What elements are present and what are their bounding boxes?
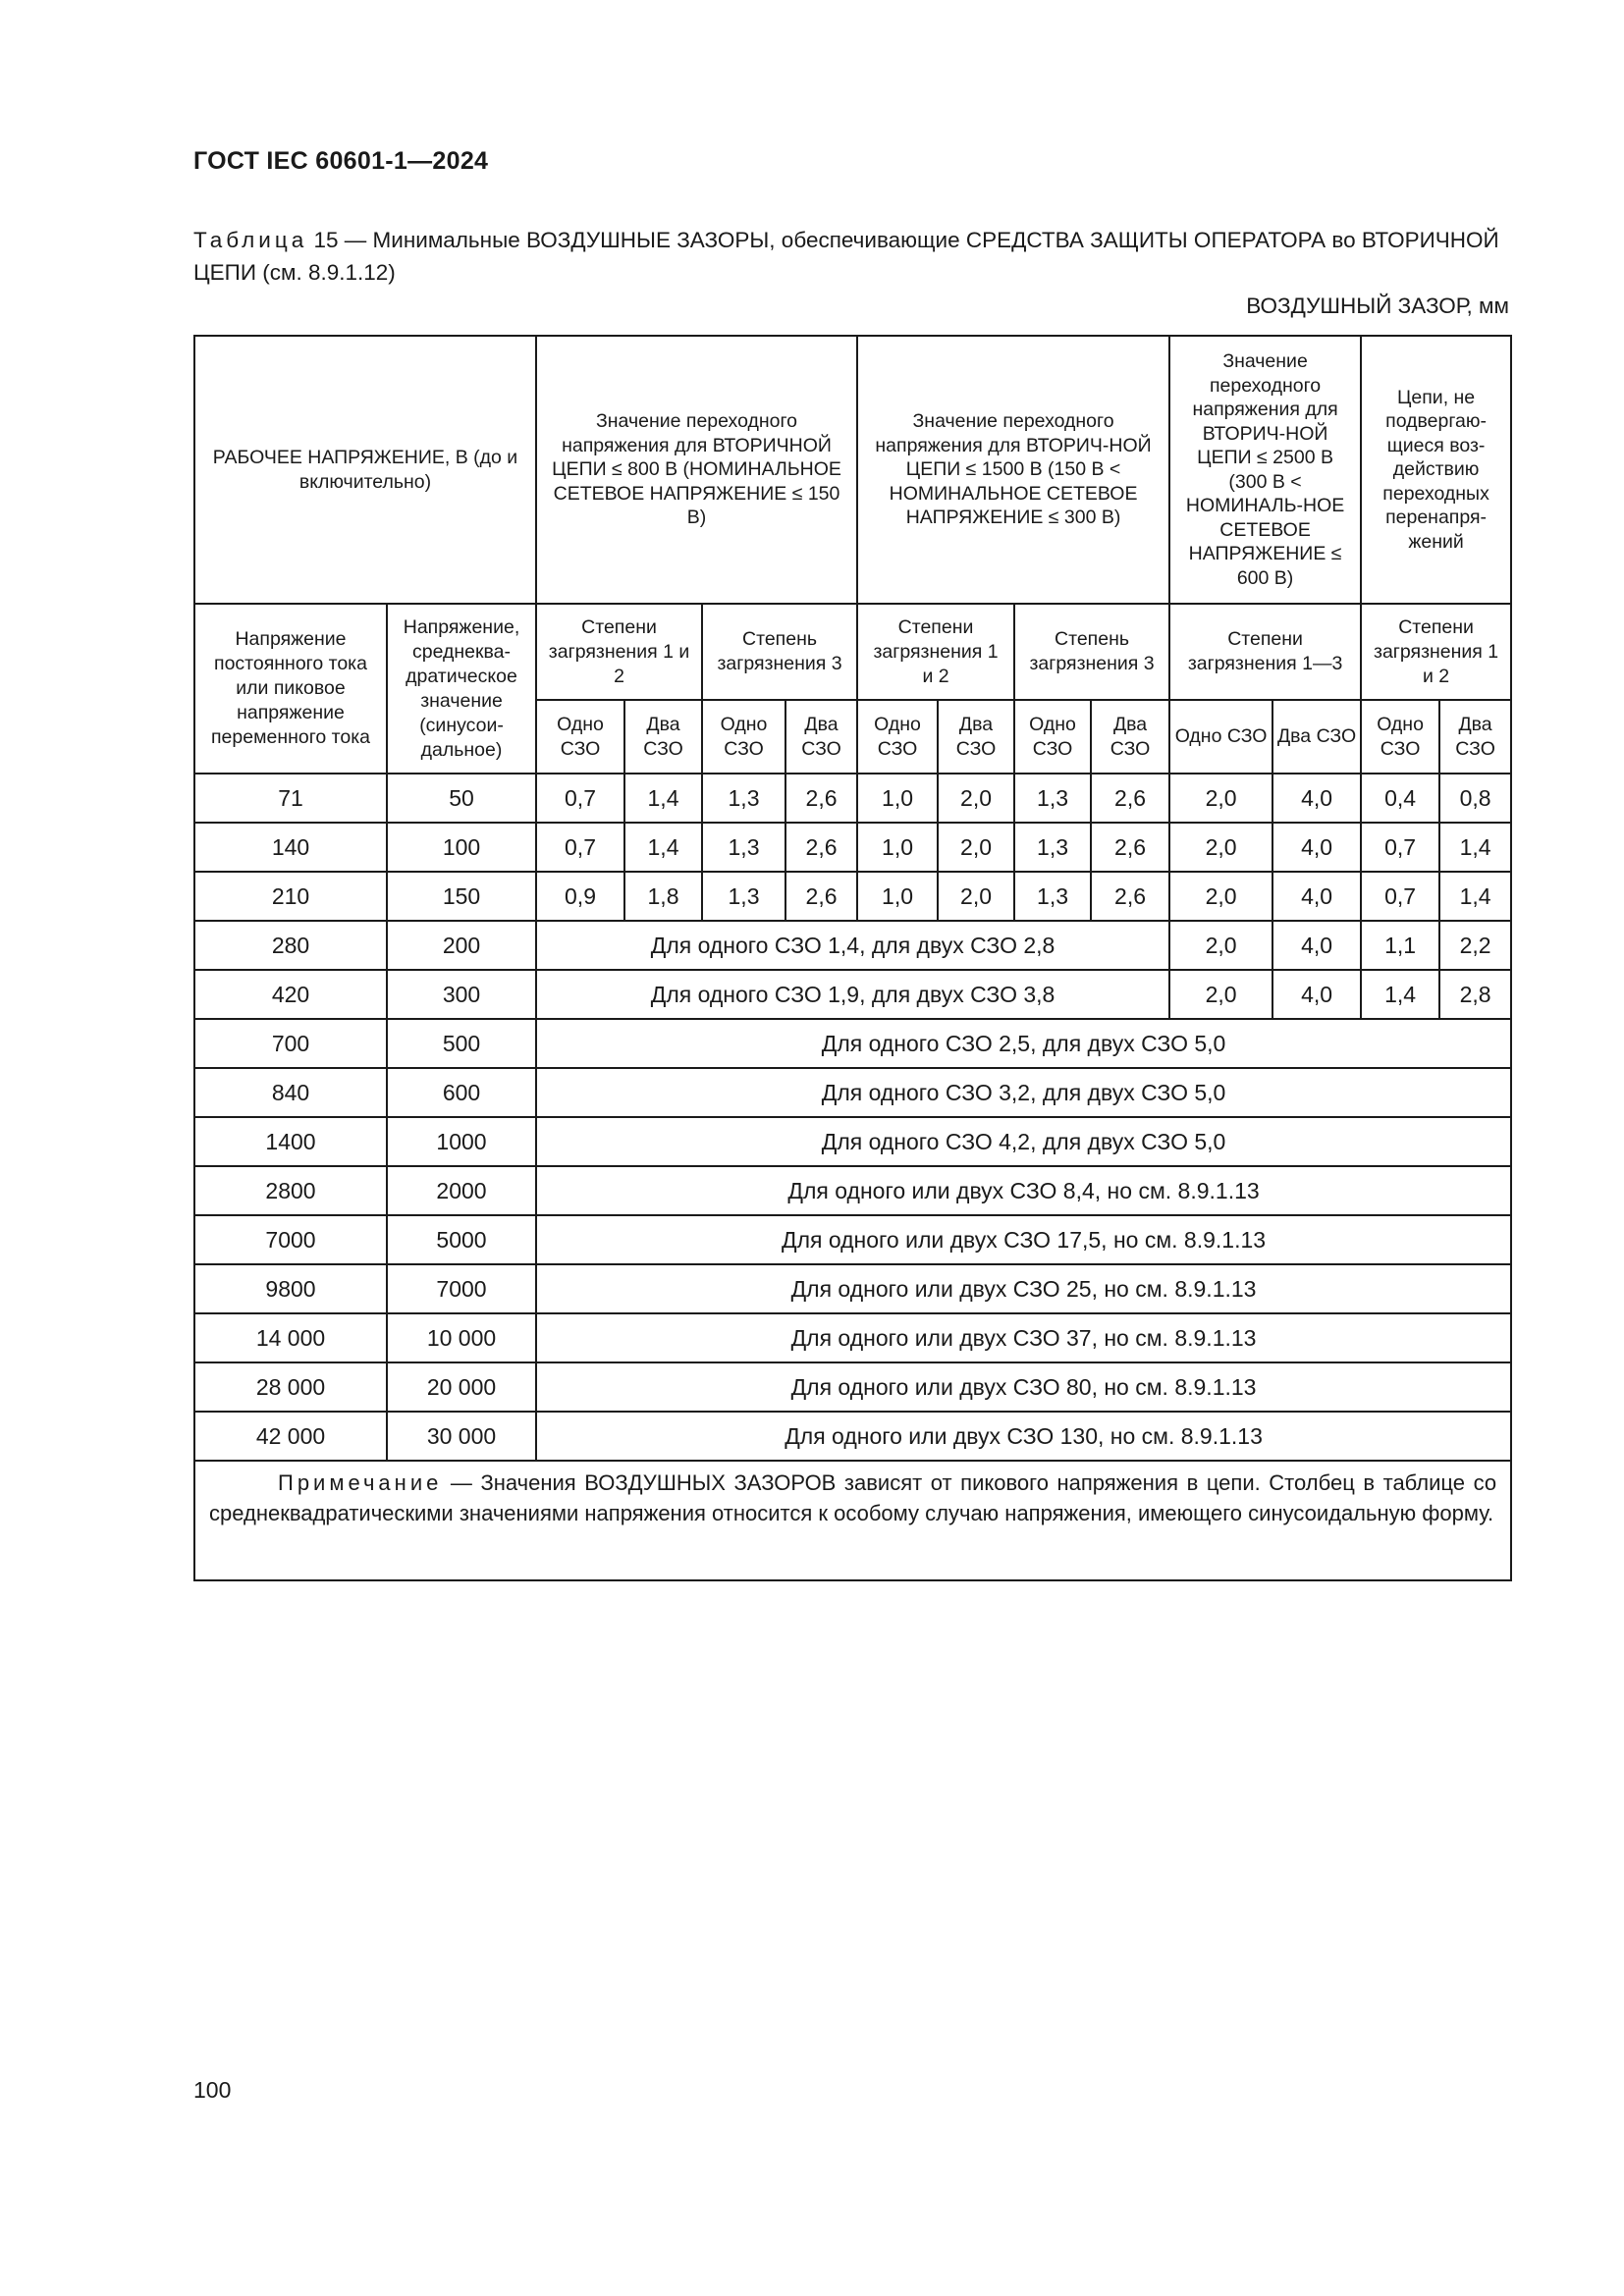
clearance-value: 1,3	[1014, 872, 1091, 921]
table-row	[194, 1068, 1511, 1117]
rms-value: 1000	[387, 1117, 536, 1166]
clearance-value: 2,8	[1439, 970, 1511, 1019]
table-row	[194, 1117, 1511, 1166]
merged-clearance-value: Для одного или двух СЗО 37, но см. 8.9.1.13	[536, 1313, 1511, 1362]
caption-text: 15 — Минимальные ВОЗДУШНЫЕ ЗАЗОРЫ, обеспечивающие СРЕДСТВА ЗАЩИТЫ ОПЕРАТОРА во ВТОРИЧНОЙ ЦЕПИ (см. 8.9.1.12)	[193, 228, 1499, 285]
table-row	[194, 1412, 1511, 1461]
note-lead: Примечание	[278, 1470, 443, 1495]
table-row	[194, 1264, 1511, 1313]
clearance-value: 2,6	[785, 823, 857, 872]
clearance-value: 1,3	[702, 823, 785, 872]
clearance-value: 0,7	[1361, 872, 1439, 921]
pollution-degree-header: Степень загрязнения 3	[1014, 604, 1169, 700]
rms-value: 200	[387, 921, 536, 970]
clearance-table	[193, 335, 1512, 1581]
clearance-value: 4,0	[1272, 774, 1361, 823]
dc-peak-value: 140	[194, 823, 387, 872]
table-caption	[193, 224, 1509, 289]
two-mop-header: Два СЗО	[1091, 700, 1169, 774]
pollution-degree-header: Степени загрязнения 1 и 2	[1361, 604, 1511, 700]
dc-peak-value: 420	[194, 970, 387, 1019]
dc-peak-value: 1400	[194, 1117, 387, 1166]
rms-value: 20 000	[387, 1362, 536, 1412]
note-text: — Значения ВОЗДУШНЫХ ЗАЗОРОВ зависят от пикового напряжения в цепи. Столбец в таблице со среднеквадратическими значениями напряжения относится к особому случаю напряжения, имеющего синусоидальную форму.	[209, 1470, 1497, 1525]
page-number: 100	[193, 2077, 232, 2103]
dc-peak-value: 840	[194, 1068, 387, 1117]
two-mop-header: Два СЗО	[785, 700, 857, 774]
dc-peak-value: 14 000	[194, 1313, 387, 1362]
clearance-value: 2,6	[785, 774, 857, 823]
merged-clearance-value: Для одного или двух СЗО 17,5, но см. 8.9.1.13	[536, 1215, 1511, 1264]
pollution-degree-header: Степень загрязнения 3	[702, 604, 857, 700]
rms-value: 7000	[387, 1264, 536, 1313]
clearance-value: 1,4	[624, 774, 702, 823]
clearance-value: 2,0	[1169, 774, 1272, 823]
dc-peak-value: 42 000	[194, 1412, 387, 1461]
clearance-value: 1,0	[857, 774, 938, 823]
rms-value: 600	[387, 1068, 536, 1117]
pollution-degree-header: Степени загрязнения 1—3	[1169, 604, 1361, 700]
clearance-value: 2,6	[1091, 823, 1169, 872]
dc-peak-header: Напряжение постоянного тока или пиковое напряжение переменного тока	[194, 604, 387, 774]
table-row	[194, 872, 1511, 921]
merged-clearance-value: Для одного или двух СЗО 130, но см. 8.9.1.13	[536, 1412, 1511, 1461]
clearance-value: 0,7	[536, 823, 624, 872]
two-mop-header: Два СЗО	[1272, 700, 1361, 774]
table-row	[194, 823, 1511, 872]
one-mop-header: Одно СЗО	[1169, 700, 1272, 774]
note-row	[194, 1461, 1511, 1580]
table-row	[194, 1362, 1511, 1412]
group-no-transient-header: Цепи, не подвергаю-щиеся воз-действию переходных перенапря-жений	[1361, 336, 1511, 604]
clearance-value: 4,0	[1272, 872, 1361, 921]
dc-peak-value: 28 000	[194, 1362, 387, 1412]
clearance-value: 0,9	[536, 872, 624, 921]
pollution-degree-header: Степени загрязнения 1 и 2	[536, 604, 702, 700]
clearance-value: 1,3	[702, 872, 785, 921]
dc-peak-value: 7000	[194, 1215, 387, 1264]
two-mop-header: Два СЗО	[624, 700, 702, 774]
rms-value: 300	[387, 970, 536, 1019]
rms-value: 5000	[387, 1215, 536, 1264]
clearance-value: 4,0	[1272, 823, 1361, 872]
clearance-value: 1,3	[1014, 774, 1091, 823]
table-row	[194, 1166, 1511, 1215]
rms-value: 2000	[387, 1166, 536, 1215]
clearance-value: 1,4	[1439, 872, 1511, 921]
group-2500v-header: Значение переходного напряжения для ВТОРИЧ-НОЙ ЦЕПИ ≤ 2500 В (300 В < НОМИНАЛЬ-НОЕ СЕТЕВОЕ НАПРЯЖЕНИЕ ≤ 600 В)	[1169, 336, 1361, 604]
unit-label: ВОЗДУШНЫЙ ЗАЗОР, мм	[1246, 294, 1509, 318]
clearance-value: 2,0	[938, 823, 1014, 872]
one-mop-header: Одно СЗО	[702, 700, 785, 774]
table-row	[194, 1313, 1511, 1362]
merged-clearance-value: Для одного СЗО 1,9, для двух СЗО 3,8	[536, 970, 1169, 1019]
clearance-value: 2,6	[785, 872, 857, 921]
one-mop-header: Одно СЗО	[1361, 700, 1439, 774]
header-row-2	[194, 604, 1511, 700]
table-row	[194, 774, 1511, 823]
table-row	[194, 970, 1511, 1019]
dc-peak-value: 9800	[194, 1264, 387, 1313]
clearance-value: 1,1	[1361, 921, 1439, 970]
one-mop-header: Одно СЗО	[857, 700, 938, 774]
clearance-value: 1,4	[1439, 823, 1511, 872]
clearance-value: 1,3	[702, 774, 785, 823]
dc-peak-value: 210	[194, 872, 387, 921]
clearance-value: 0,7	[536, 774, 624, 823]
table-note	[194, 1461, 1511, 1580]
one-mop-header: Одно СЗО	[536, 700, 624, 774]
clearance-value: 0,8	[1439, 774, 1511, 823]
header-row-1	[194, 336, 1511, 604]
merged-clearance-value: Для одного СЗО 1,4, для двух СЗО 2,8	[536, 921, 1169, 970]
clearance-value: 0,4	[1361, 774, 1439, 823]
clearance-value: 1,8	[624, 872, 702, 921]
rms-value: 30 000	[387, 1412, 536, 1461]
clearance-value: 1,3	[1014, 823, 1091, 872]
rms-value: 150	[387, 872, 536, 921]
merged-clearance-value: Для одного или двух СЗО 25, но см. 8.9.1.13	[536, 1264, 1511, 1313]
caption-lead: Таблица	[193, 228, 308, 252]
merged-clearance-value: Для одного СЗО 3,2, для двух СЗО 5,0	[536, 1068, 1511, 1117]
clearance-value: 2,2	[1439, 921, 1511, 970]
clearance-value: 1,4	[1361, 970, 1439, 1019]
clearance-value: 2,6	[1091, 774, 1169, 823]
rms-value: 50	[387, 774, 536, 823]
clearance-value: 1,4	[624, 823, 702, 872]
pollution-degree-header: Степени загрязнения 1 и 2	[857, 604, 1014, 700]
merged-clearance-value: Для одного или двух СЗО 80, но см. 8.9.1.13	[536, 1362, 1511, 1412]
dc-peak-value: 71	[194, 774, 387, 823]
one-mop-header: Одно СЗО	[1014, 700, 1091, 774]
clearance-value: 0,7	[1361, 823, 1439, 872]
rms-value: 500	[387, 1019, 536, 1068]
clearance-value: 1,0	[857, 872, 938, 921]
table-row	[194, 921, 1511, 970]
rms-header: Напряжение, среднеква-дратическое значение (синусои-дальное)	[387, 604, 536, 774]
clearance-value: 2,0	[1169, 921, 1272, 970]
dc-peak-value: 280	[194, 921, 387, 970]
clearance-value: 2,0	[1169, 872, 1272, 921]
merged-clearance-value: Для одного или двух СЗО 8,4, но см. 8.9.1.13	[536, 1166, 1511, 1215]
rms-value: 100	[387, 823, 536, 872]
dc-peak-value: 2800	[194, 1166, 387, 1215]
merged-clearance-value: Для одного СЗО 4,2, для двух СЗО 5,0	[536, 1117, 1511, 1166]
document-header: ГОСТ IEC 60601-1—2024	[193, 147, 489, 175]
clearance-value: 2,0	[938, 872, 1014, 921]
clearance-value: 2,0	[1169, 970, 1272, 1019]
merged-clearance-value: Для одного СЗО 2,5, для двух СЗО 5,0	[536, 1019, 1511, 1068]
clearance-value: 4,0	[1272, 921, 1361, 970]
clearance-value: 2,6	[1091, 872, 1169, 921]
table-row	[194, 1215, 1511, 1264]
clearance-value: 1,0	[857, 823, 938, 872]
group-1500v-header: Значение переходного напряжения для ВТОРИЧ-НОЙ ЦЕПИ ≤ 1500 В (150 В < НОМИНАЛЬНОЕ СЕТЕВОЕ НАПРЯЖЕНИЕ ≤ 300 В)	[857, 336, 1169, 604]
clearance-value: 2,0	[938, 774, 1014, 823]
table-row	[194, 1019, 1511, 1068]
rms-value: 10 000	[387, 1313, 536, 1362]
working-voltage-header: РАБОЧЕЕ НАПРЯЖЕНИЕ, В (до и включительно)	[194, 336, 536, 604]
clearance-value: 4,0	[1272, 970, 1361, 1019]
two-mop-header: Два СЗО	[1439, 700, 1511, 774]
two-mop-header: Два СЗО	[938, 700, 1014, 774]
group-800v-header: Значение переходного напряжения для ВТОРИЧНОЙ ЦЕПИ ≤ 800 В (НОМИНАЛЬНОЕ СЕТЕВОЕ НАПРЯЖЕНИЕ ≤ 150 В)	[536, 336, 857, 604]
dc-peak-value: 700	[194, 1019, 387, 1068]
clearance-value: 2,0	[1169, 823, 1272, 872]
